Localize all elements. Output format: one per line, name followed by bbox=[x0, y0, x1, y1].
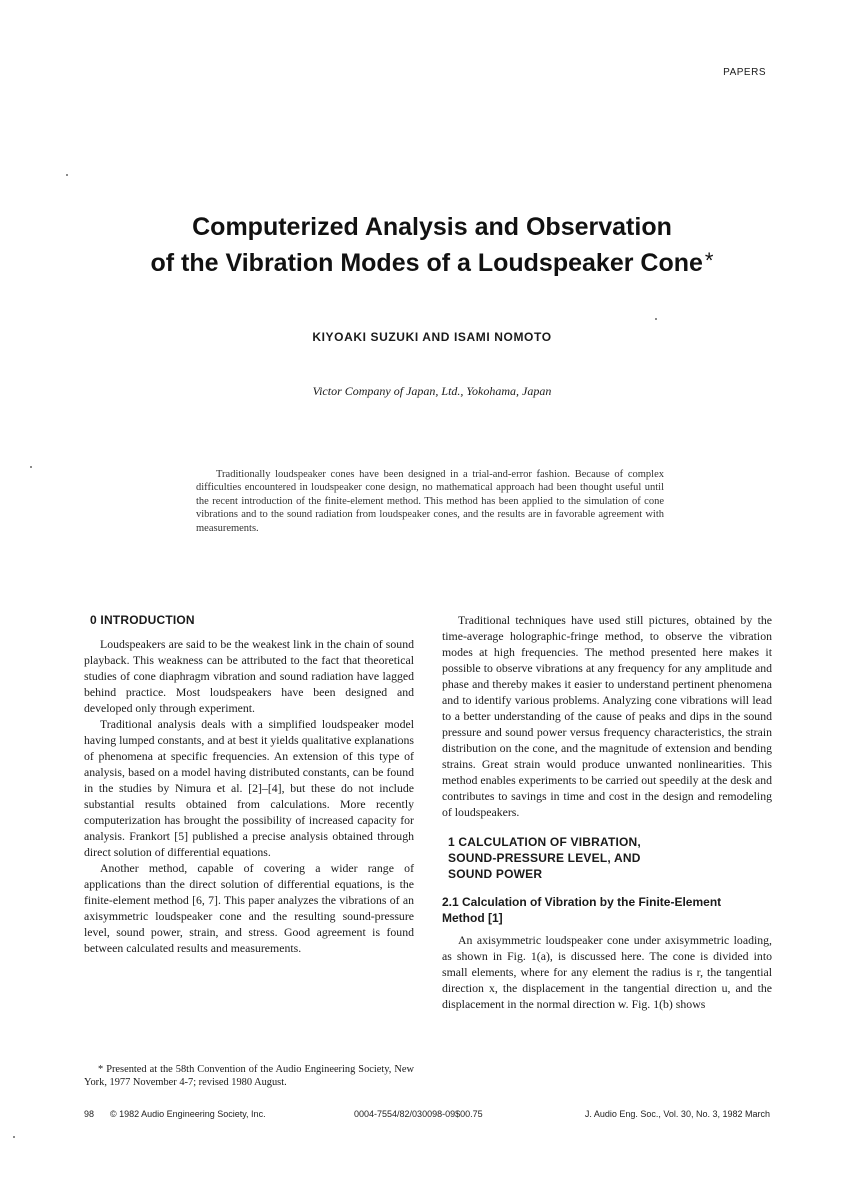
intro-paragraph: Another method, capable of covering a wider range of applications than the direct solution of differential equations, is the finite-element method [6, 7]. This paper analyzes the vibrations of an axisymmetric loudspeaker cone and the resulting sound-pressure level, sound power, strain, and stress. Good agreement is found between calculated results and measurements. bbox=[84, 861, 414, 955]
title-footnote-mark: * bbox=[704, 248, 714, 273]
title-line-2-text: of the Vibration Modes of a Loudspeaker Cone bbox=[150, 249, 703, 277]
section-heading-line: 1 CALCULATION OF VIBRATION, bbox=[448, 835, 641, 849]
footnote: * Presented at the 58th Convention of the Audio Engineering Society, New York, 1977 November 4-7; revised 1980 August. bbox=[84, 1064, 414, 1089]
title-line-2 bbox=[0, 244, 864, 280]
affiliation: Victor Company of Japan, Ltd., Yokohama, Japan bbox=[312, 384, 552, 398]
intro-paragraph: Traditional analysis deals with a simplified loudspeaker model having lumped constants, and at best it yields qualitative explanations of phenomena at specific frequencies. An extension of this type of analysis, based on a model having distributed constants, can be found in the studies by Nimura et al. [2]–[4], but these do not include substantial results obtained from calculations. More recently computerization has brought the possibility of increased capacity for analysis. Frankort [5] published a precise analysis obtained through direct solution of differential equations. bbox=[84, 717, 414, 859]
intro-paragraph: Traditional techniques have used still pictures, obtained by the time-average holographic-fringe method, to observe the vibration modes at high frequencies. The method presented here makes it possible to observe vibrations at any frequency for any amplitude and phase and thereby makes it easier to understand pertinent phenomena and to identify various problems. Analyzing cone vibrations will lead to a better understanding of the cause of peaks and dips in the sound pressure and sound power versus frequency characteristics, the strain distribution on the cone, and the magnitude of extension and bending strains. Great strain would produce unwanted nonlinearities. This method enables experiments to be carried out speedily at the desk and contributes to savings in time and cost in the design and remodeling of loudspeakers. bbox=[442, 613, 772, 819]
right-column bbox=[442, 612, 772, 1012]
subsection-paragraph: An axisymmetric loudspeaker cone under axisymmetric loading, as shown in Fig. 1(a), is discussed here. The cone is divided into small elements, where for any element the radius is r, the tangential direction x, the displacement in the tangential direction u, and the displacement in the normal direction w. Fig. 1(b) shows bbox=[442, 933, 772, 1011]
section-heading-line: SOUND POWER bbox=[448, 867, 543, 881]
scan-speck bbox=[30, 466, 32, 468]
copyright: © 1982 Audio Engineering Society, Inc. bbox=[110, 1109, 266, 1119]
page-number: 98 bbox=[84, 1109, 95, 1119]
scan-speck bbox=[13, 1136, 15, 1138]
scan-speck bbox=[655, 318, 657, 320]
paper-title bbox=[0, 210, 864, 280]
section-heading-line: SOUND-PRESSURE LEVEL, AND bbox=[448, 851, 641, 865]
subsection-heading bbox=[442, 894, 772, 926]
section-heading-calculation bbox=[448, 834, 772, 882]
subsection-heading-line: 2.1 Calculation of Vibration by the Finite-Element bbox=[442, 895, 722, 909]
authors: KIYOAKI SUZUKI AND ISAMI NOMOTO bbox=[312, 330, 552, 344]
section-label: PAPERS bbox=[723, 67, 766, 78]
left-column bbox=[84, 612, 414, 956]
section-heading-introduction: 0 INTRODUCTION bbox=[90, 613, 195, 627]
journal-citation: J. Audio Eng. Soc., Vol. 30, No. 3, 1982 March bbox=[584, 1109, 770, 1119]
subsection-heading-line: Method [1] bbox=[442, 911, 503, 925]
title-line-1: Computerized Analysis and Observation bbox=[192, 213, 672, 241]
scan-speck bbox=[66, 174, 68, 176]
abstract: Traditionally loudspeaker cones have been designed in a trial-and-error fashion. Because of complex difficulties encountered in loudspeaker cone design, no mathematical approach had been thought useful until the recent introduction of the finite-element method. This method has been applied to the simulation of cone vibrations and to the sound radiation from loudspeaker cones, and the results are in favorable agreement with measurements. bbox=[196, 468, 664, 534]
intro-paragraph: Loudspeakers are said to be the weakest link in the chain of sound playback. This weakness can be attributed to the fact that theoretical studies of cone diaphragm vibration and sound radiation have lagged behind practice. Most loudspeakers have been designed and developed only through experiment. bbox=[84, 637, 414, 715]
article-code: 0004-7554/82/030098-09$00.75 bbox=[354, 1109, 483, 1119]
